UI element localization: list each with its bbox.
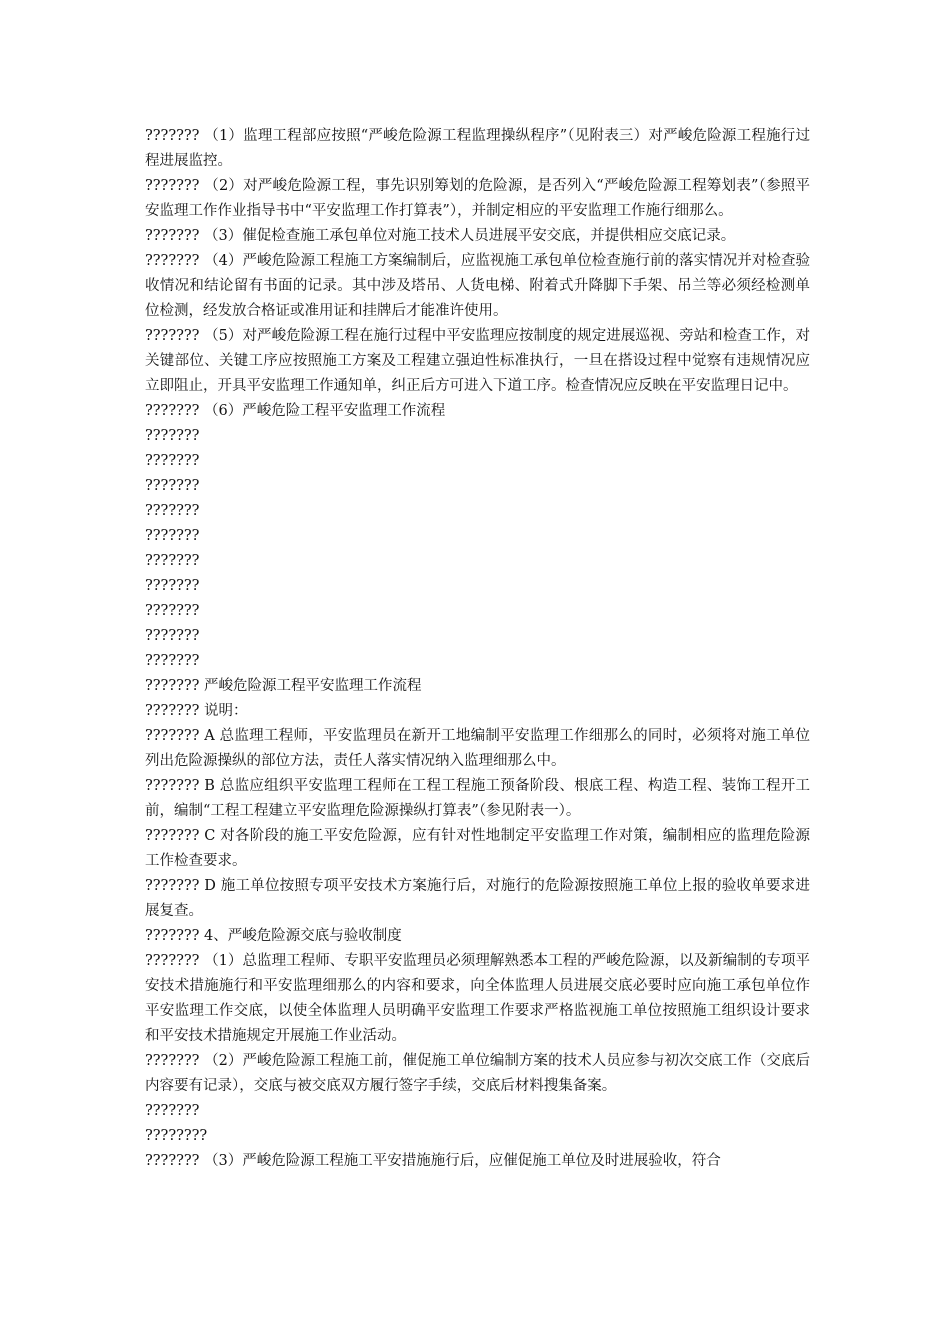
placeholder-line: ??????? <box>145 503 200 519</box>
paragraph: ??????? （2）对严峻危险源工程，事先识别筹划的危险源，是否列入“严峻危险源工程筹划表”（参照平安监理工作作业指导书中“平安监理工作打算表”），并制定相应的平安监理工作施行细那么。 <box>145 178 810 219</box>
placeholder-line: ??????? <box>145 428 200 444</box>
placeholder-line: ??????? <box>145 553 200 569</box>
section-heading: ??????? 4、严峻危险源交底与验收制度 <box>145 928 402 944</box>
placeholder-line: ???????? <box>145 1128 208 1144</box>
paragraph: ??????? （2）严峻危险源工程施工前，催促施工单位编制方案的技术人员应参与初次交底工作（交底后内容要有记录），交底与被交底双方履行签字手续，交底后材料搜集备案。 <box>145 1053 810 1094</box>
paragraph: ??????? （1）监理工程部应按照“严峻危险源工程监理操纵程序”（见附表三）对严峻危险源工程施行过程进展监控。 <box>145 128 810 169</box>
placeholder-line: ??????? <box>145 603 200 619</box>
document-body <box>145 124 810 1174</box>
paragraph: ??????? 严峻危险源工程平安监理工作流程 <box>145 678 422 694</box>
placeholder-line: ??????? <box>145 628 200 644</box>
paragraph: ??????? A 总监理工程师，平安监理员在新开工地编制平安监理工作细那么的同时，必须将对施工单位列出危险源操纵的部位方法，责任人落实情况纳入监理细那么中。 <box>145 728 810 769</box>
paragraph: ??????? D 施工单位按照专项平安技术方案施行后，对施行的危险源按照施工单位上报的验收单要求进展复查。 <box>145 878 810 919</box>
paragraph: ??????? （1）总监理工程师、专职平安监理员必须理解熟悉本工程的严峻危险源，以及新编制的专项平安技术措施施行和平安监理细那么的内容和要求，向全体监理人员进展交底必要时应向施工承包单位作平安监理工作交底，以使全体监理人员明确平安监理工作要求严格监视施工单位按照施工组织设计要求和平安技术措施规定开展施工作业活动。 <box>145 953 810 1044</box>
paragraph: ??????? （3）催促检查施工承包单位对施工技术人员进展平安交底，并提供相应交底记录。 <box>145 228 736 244</box>
placeholder-line: ??????? <box>145 453 200 469</box>
paragraph: ??????? （5）对严峻危险源工程在施行过程中平安监理应按制度的规定进展巡视、旁站和检查工作，对关键部位、关键工序应按照施工方案及工程建立强迫性标准执行，一旦在搭设过程中觉察有违规情况应立即阻止，开具平安监理工作通知单，纠正后方可进入下道工序。检查情况应反映在平安监理日记中。 <box>145 328 810 394</box>
placeholder-line: ??????? <box>145 653 200 669</box>
placeholder-line: ??????? <box>145 1103 200 1119</box>
paragraph: ??????? C 对各阶段的施工平安危险源，应有针对性地制定平安监理工作对策，编制相应的监理危险源工作检查要求。 <box>145 828 810 869</box>
paragraph: ??????? 说明： <box>145 703 248 719</box>
placeholder-line: ??????? <box>145 478 200 494</box>
paragraph: ??????? （3）严峻危险源工程施工平安措施施行后，应催促施工单位及时进展验收，符合 <box>145 1153 721 1169</box>
paragraph: ??????? （6）严峻危险工程平安监理工作流程 <box>145 403 446 419</box>
paragraph: ??????? （4）严峻危险源工程施工方案编制后，应监视施工承包单位检查施行前的落实情况并对检查验收情况和结论留有书面的记录。其中涉及塔吊、人货电梯、附着式升降脚下手架、吊兰等必须经检测单位检测，经发放合格证或准用证和挂牌后才能准许使用。 <box>145 253 810 319</box>
placeholder-line: ??????? <box>145 528 200 544</box>
placeholder-line: ??????? <box>145 578 200 594</box>
paragraph: ??????? B 总监应组织平安监理工程师在工程工程施工预备阶段、根底工程、构造工程、装饰工程开工前，编制“工程工程建立平安监理危险源操纵打算表”（参见附表一）。 <box>145 778 810 819</box>
